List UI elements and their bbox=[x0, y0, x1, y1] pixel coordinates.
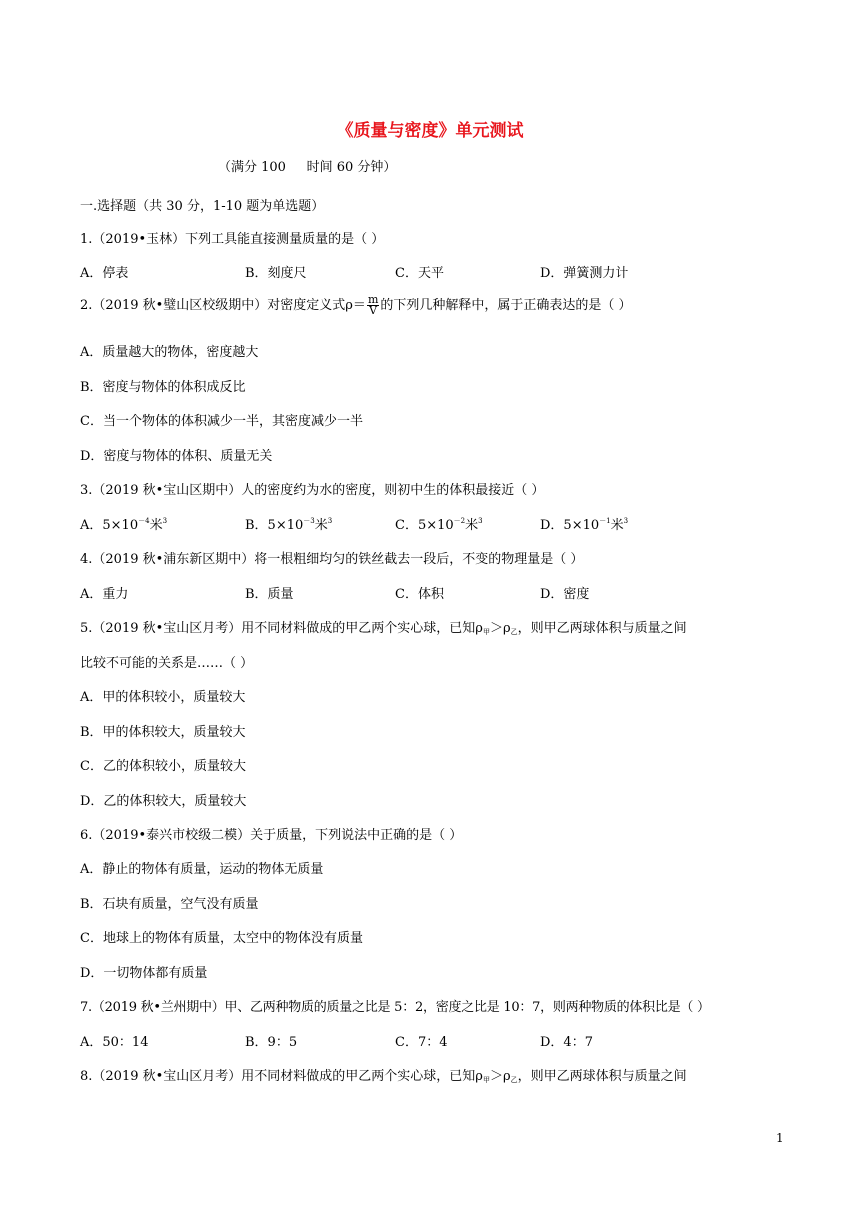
q5-option-a: A．甲的体积较小，质量较大 bbox=[80, 690, 246, 705]
q2-stem-end: 的下列几种解释中，属于正确表达的是（ ） bbox=[380, 298, 632, 313]
density-formula-fraction bbox=[367, 295, 379, 316]
q3-option-a: A．$5\times 10^{-4}$米$^3$ bbox=[80, 517, 168, 533]
fraction-numerator: m bbox=[367, 293, 379, 306]
question-5-stem-continued: 比较不可能的关系是……（ ） bbox=[80, 656, 254, 671]
section-heading: 一.选择题（共 30 分，1-10 题为单选题） bbox=[80, 199, 325, 214]
q6-option-b: B．石块有质量，空气没有质量 bbox=[80, 897, 259, 912]
q3-option-d: D．$5\times 10^{-1}$米$^3$ bbox=[540, 517, 629, 533]
score-time-info: （满分 100 时间 60 分钟） bbox=[218, 160, 397, 175]
q3-option-b: B．$5\times 10^{-3}$米$^3$ bbox=[245, 517, 333, 533]
q6-option-a: A．静止的物体有质量，运动的物体无质量 bbox=[80, 862, 324, 877]
fraction-denominator: V bbox=[369, 304, 378, 317]
page-title: 《质量与密度》单元测试 bbox=[336, 121, 524, 141]
question-2-stem bbox=[80, 294, 632, 316]
q4-option-b: B．质量 bbox=[245, 587, 294, 602]
question-5-stem: 5.（2019 秋•宝山区月考）用不同材料做成的甲乙两个实心球，已知$\rho_甲>\rho_乙$，则甲乙两球体积与质量之间 bbox=[80, 621, 687, 636]
q7-option-c: C．7：4 bbox=[395, 1035, 448, 1050]
question-1-stem: 1.（2019•玉林）下列工具能直接测量质量的是（ ） bbox=[80, 232, 385, 247]
q5-option-d: D．乙的体积较大，质量较大 bbox=[80, 794, 247, 809]
q2-option-d: D．密度与物体的体积、质量无关 bbox=[80, 449, 273, 464]
q2-option-a: A．质量越大的物体，密度越大 bbox=[80, 345, 259, 360]
question-4-stem: 4.（2019 秋•浦东新区期中）将一根粗细均匀的铁丝截去一段后，不变的物理量是（ ） bbox=[80, 552, 584, 567]
q4-option-d: D．密度 bbox=[540, 587, 590, 602]
question-3-stem: 3.（2019 秋•宝山区期中）人的密度约为水的密度，则初中生的体积最接近（ ） bbox=[80, 483, 545, 498]
q6-option-d: D．一切物体都有质量 bbox=[80, 966, 208, 981]
question-7-stem: 7.（2019 秋•兰州期中）甲、乙两种物质的质量之比是 5：2，密度之比是 10：7，则两种物质的体积比是（ ） bbox=[80, 1000, 710, 1015]
q2-option-b: B．密度与物体的体积成反比 bbox=[80, 380, 246, 395]
q7-option-b: B．9：5 bbox=[245, 1035, 298, 1050]
q2-stem-start: 2.（2019 秋•璧山区校级期中）对密度定义式ρ＝ bbox=[80, 298, 366, 313]
q7-option-a: A．50：14 bbox=[80, 1035, 149, 1050]
q5-option-b: B．甲的体积较大，质量较大 bbox=[80, 725, 246, 740]
q1-option-d: D．弹簧测力计 bbox=[540, 266, 629, 281]
q2-option-c: C．当一个物体的体积减少一半，其密度减少一半 bbox=[80, 414, 363, 429]
q4-option-c: C．体积 bbox=[395, 587, 444, 602]
q1-option-b: B．刻度尺 bbox=[245, 266, 307, 281]
q5-option-c: C．乙的体积较小，质量较大 bbox=[80, 759, 246, 774]
question-6-stem: 6.（2019•泰兴市校级二模）关于质量，下列说法中正确的是（ ） bbox=[80, 828, 463, 843]
q1-option-a: A．停表 bbox=[80, 266, 129, 281]
q4-option-a: A．重力 bbox=[80, 587, 129, 602]
question-8-stem: 8.（2019 秋•宝山区月考）用不同材料做成的甲乙两个实心球，已知$\rho_甲>\rho_乙$，则甲乙两球体积与质量之间 bbox=[80, 1069, 687, 1084]
page-number: 1 bbox=[776, 1131, 784, 1145]
q6-option-c: C．地球上的物体有质量，太空中的物体没有质量 bbox=[80, 931, 363, 946]
q7-option-d: D．4：7 bbox=[540, 1035, 593, 1050]
q1-option-c: C．天平 bbox=[395, 266, 444, 281]
q3-option-c: C．$5\times 10^{-2}$米$^3$ bbox=[395, 517, 483, 533]
